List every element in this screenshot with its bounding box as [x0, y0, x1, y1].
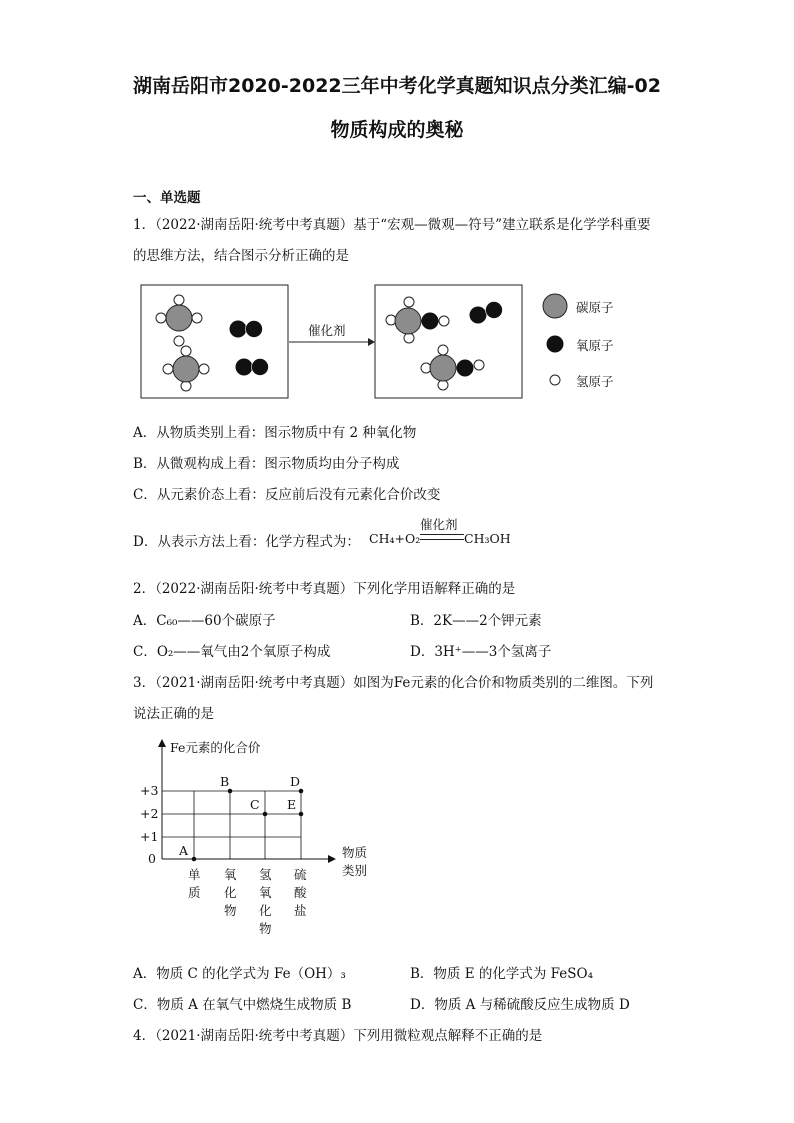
- legend-oxygen-label: 氧原子: [576, 338, 614, 353]
- q3-stem-line1: 3．（2021·湖南岳阳·统考中考真题）如图为Fe元素的化合价和物质类别的二维图。下列: [133, 675, 654, 691]
- section-heading: 一、单选题: [133, 190, 201, 206]
- q1-equation-right: CH₃OH: [464, 531, 511, 546]
- legend-oxygen-swatch: [547, 336, 564, 353]
- q2-option-c: C．O₂——氧气由2个氧原子构成: [133, 644, 331, 660]
- q2-option-d: D．3H⁺——3个氢离子: [410, 644, 552, 660]
- chart-label-a: A: [179, 843, 189, 858]
- point-b: [228, 789, 233, 794]
- q1-equation-equals: [420, 534, 464, 540]
- q1-stem-line1: 1．（2022·湖南岳阳·统考中考真题）基于“宏观—微观—符号”建立联系是化学学科重要: [133, 217, 651, 233]
- q1-stem-line2: 的思维方法，结合图示分析正确的是: [133, 248, 349, 264]
- page-subtitle: 物质构成的奥秘: [330, 119, 464, 141]
- methanol-molecule-2: [421, 345, 484, 390]
- point-c: [263, 812, 268, 817]
- legend-carbon-swatch: [543, 294, 567, 318]
- q4-stem: 4．（2021·湖南岳阳·统考中考真题）下列用微粒观点解释不正确的是: [133, 1028, 543, 1044]
- chart-category-2: 氧 化 物: [224, 867, 237, 918]
- chart-y-tick-3: +3: [140, 783, 159, 798]
- q1-option-d-prefix: D．从表示方法上看：化学方程式为：: [133, 534, 360, 550]
- methane-molecule-2: [163, 346, 209, 391]
- q3-option-b: B．物质 E 的化学式为 FeSO₄: [410, 966, 593, 982]
- q1-option-b: B．从微观构成上看：图示物质均由分子构成: [133, 456, 400, 472]
- q1-option-c: C．从元素价态上看：反应前后没有元素化合价改变: [133, 487, 441, 503]
- oxygen-molecule-3: [470, 302, 503, 324]
- chart-category-4: 硫 酸 盐: [294, 867, 307, 918]
- chart-x-title-2: 类别: [342, 863, 368, 878]
- chart-y-tick-1: +1: [140, 829, 159, 844]
- chart-y-tick-2: +2: [140, 806, 159, 821]
- q1-option-a: A．从物质类别上看：图示物质中有 2 种氧化物: [133, 425, 417, 441]
- q2-option-b: B．2K——2个钾元素: [410, 613, 542, 629]
- chart-label-e: E: [287, 797, 297, 812]
- methane-molecule-1: [156, 295, 202, 346]
- chart-category-1: 单 质: [188, 867, 201, 900]
- q2-stem: 2．（2022·湖南岳阳·统考中考真题）下列化学用语解释正确的是: [133, 581, 516, 597]
- product-box: [375, 285, 522, 398]
- oxygen-molecule-1: [230, 321, 263, 338]
- q3-option-c: C．物质 A 在氧气中燃烧生成物质 B: [133, 997, 352, 1013]
- q3-option-a: A．物质 C 的化学式为 Fe（OH）₃: [133, 966, 346, 982]
- chart-y-tick-0: 0: [148, 851, 156, 866]
- chart-category-3: 氢 氧 化 物: [259, 867, 272, 936]
- point-a: [192, 857, 197, 862]
- legend-hydrogen-swatch: [550, 375, 560, 385]
- q3-option-d: D．物质 A 与稀硫酸反应生成物质 D: [410, 997, 630, 1013]
- methanol-molecule-1: [386, 297, 449, 343]
- q3-stem-line2: 说法正确的是: [133, 706, 214, 722]
- legend-carbon-label: 碳原子: [576, 300, 614, 315]
- legend-hydrogen-label: 氢原子: [576, 374, 614, 389]
- point-e: [299, 812, 304, 817]
- chart-label-d: D: [290, 774, 301, 789]
- q1-arrow-label: 催化剂: [308, 323, 346, 338]
- q2-option-a: A．C₆₀——60个碳原子: [133, 613, 276, 629]
- q1-equation-catalyst: 催化剂: [420, 517, 458, 532]
- chart-y-title: Fe元素的化合价: [170, 740, 261, 755]
- oxygen-molecule-2: [236, 359, 269, 376]
- chart-x-title-1: 物质: [342, 845, 368, 860]
- point-d: [299, 789, 304, 794]
- q1-equation-left: CH₄+O₂: [369, 531, 421, 546]
- chart-label-b: B: [220, 774, 230, 789]
- page-title: 湖南岳阳市2020-2022三年中考化学真题知识点分类汇编-02: [133, 75, 661, 97]
- reactant-box: [141, 285, 288, 398]
- chart-label-c: C: [250, 797, 260, 812]
